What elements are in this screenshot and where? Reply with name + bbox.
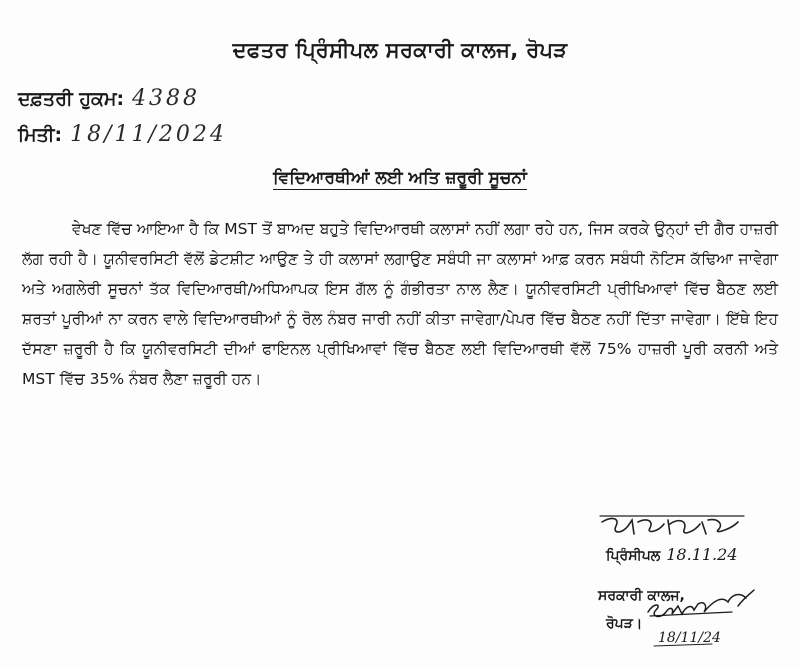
designation: ਪ੍ਰਿੰਸੀਪਲ: [606, 548, 661, 564]
countersign-date: 18/11/24: [658, 630, 721, 646]
signature-block: [588, 512, 788, 662]
date-value: 18/11/2024: [70, 122, 227, 147]
office-order-number: 4388: [132, 86, 201, 111]
notice-title: [0, 168, 800, 188]
notice-title-text: ਵਿਦਿਆਰਥੀਆਂ ਲਈ ਅਤਿ ਜ਼ਰੂਰੀ ਸੂਚਨਾਂ: [273, 168, 527, 188]
office-order-label: ਦਫ਼ਤਰੀ ਹੁਕਮ:: [18, 88, 125, 110]
date-label: ਮਿਤੀ:: [18, 124, 63, 146]
signed-date: 18.11.24: [666, 545, 738, 564]
city-name: ਰੋਪੜ।: [606, 616, 643, 632]
college-name: ਸਰਕਾਰੀ ਕਾਲਜ,: [598, 588, 685, 604]
date-row: [18, 122, 227, 147]
principal-line: [606, 545, 738, 564]
countersignature: [642, 576, 762, 650]
principal-signature: [598, 512, 748, 544]
notice-body: ਵੇਖਣ ਵਿੱਚ ਆਇਆ ਹੈ ਕਿ MST ਤੋਂ ਬਾਅਦ ਬਹੁਤੇ ਵਿਦਿਆਰਥੀ ਕਲਾਸਾਂ ਨਹੀਂ ਲਗਾ ਰਹੇ ਹਨ, ਜਿਸ ਕਰਕੇ ਉਨ੍ਹਾਂ ਦੀ ਗੈਰ ਹਾਜ਼ਰੀ ਲੱਗ ਰਹੀ ਹੈ। ਯੂਨੀਵਰਸਿਟੀ ਵੱਲੋਂ ਡੇਟਸ਼ੀਟ ਆਉਣ ਤੇ ਹੀ ਕਲਾਸਾਂ ਲਗਾਉਣ ਸਬੰਧੀ ਜਾ ਕਲਾਸਾਂ ਆਫ਼ ਕਰਨ ਸਬੰਧੀ ਨੋਟਿਸ ਕੱਢਿਆ ਜਾਵੇਗਾ ਅਤੇ ਅਗਲੇਰੀ ਸੂਚਨਾਂ ਤੱਕ ਵਿਦਿਆਰਥੀ/ਅਧਿਆਪਕ ਇਸ ਗੱਲ ਨੂੰ ਗੰਭੀਰਤਾ ਨਾਲ ਲੈਣ। ਯੂਨੀਵਰਸਿਟੀ ਪ੍ਰੀਖਿਆਵਾਂ ਵਿੱਚ ਬੈਠਣ ਲਈ ਸ਼ਰਤਾਂ ਪੂਰੀਆਂ ਨਾ ਕਰਨ ਵਾਲੇ ਵਿਦਿਆਰਥੀਆਂ ਨੂੰ ਰੋਲ ਨੰਬਰ ਜਾਰੀ ਨਹੀਂ ਕੀਤਾ ਜਾਵੇਗਾ/ਪੇਪਰ ਵਿੱਚ ਬੈਠਣ ਨਹੀਂ ਦਿੱਤਾ ਜਾਵੇਗਾ। ਇੱਥੇ ਇਹ ਦੱਸਣਾ ਜ਼ਰੂਰੀ ਹੈ ਕਿ ਯੂਨੀਵਰਸਿਟੀ ਦੀਆਂ ਫਾਇਨਲ ਪ੍ਰੀਖਿਆਵਾਂ ਵਿੱਚ ਬੈਠਣ ਲਈ ਵਿਦਿਆਰਥੀ ਵੱਲੋਂ 75% ਹਾਜ਼ਰੀ ਪੂਰੀ ਕਰਨੀ ਅਤੇ MST ਵਿੱਚ 35% ਨੰਬਰ ਲੈਣਾ ਜ਼ਰੂਰੀ ਹਨ।: [22, 220, 778, 388]
office-heading: ਦਫਤਰ ਪ੍ਰਿੰਸੀਪਲ ਸਰਕਾਰੀ ਕਾਲਜ, ਰੋਪੜ: [232, 38, 568, 62]
office-order-row: [18, 86, 200, 111]
